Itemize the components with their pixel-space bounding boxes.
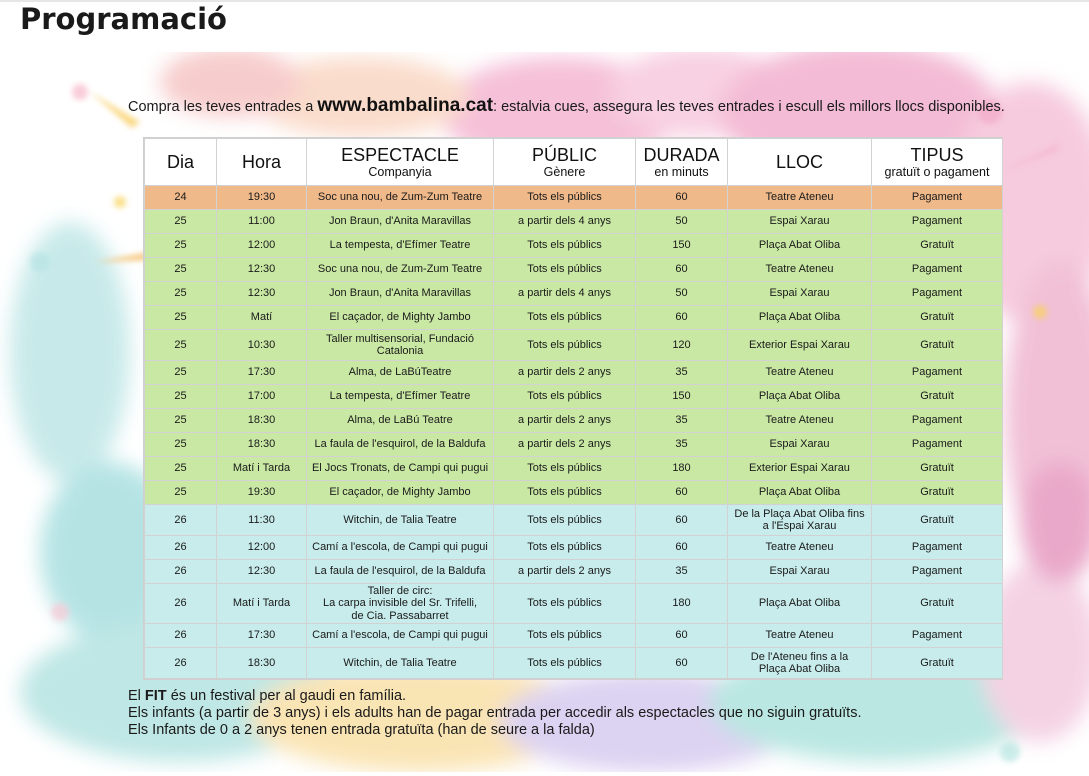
cell-dia: 25 (145, 282, 217, 306)
cell-durada: 150 (636, 234, 728, 258)
cell-durada: 60 (636, 624, 728, 648)
table-row (145, 536, 1003, 560)
cell-tipus: Gratuït (872, 648, 1003, 679)
cell-public: Tots els públics (494, 505, 636, 536)
cell-hora: 18:30 (217, 409, 307, 433)
cell-espectacle: Alma, de LaBúTeatre (307, 361, 494, 385)
table-row (145, 560, 1003, 584)
cell-public: Tots els públics (494, 306, 636, 330)
cell-lloc: Plaça Abat Oliba (728, 584, 872, 624)
cell-lloc: Plaça Abat Oliba (728, 234, 872, 258)
cell-durada: 60 (636, 306, 728, 330)
cell-dia: 25 (145, 330, 217, 361)
intro-text-after: : estalvia cues, assegura les teves entrades i escull els millors llocs disponibles. (493, 99, 1005, 115)
header-tipus (872, 139, 1003, 186)
cell-public: Tots els públics (494, 258, 636, 282)
cell-espectacle: Taller multisensorial, Fundació Catalonia (307, 330, 494, 361)
cell-espectacle: El caçador, de Mighty Jambo (307, 306, 494, 330)
cell-public: Tots els públics (494, 536, 636, 560)
schedule-table (144, 138, 1003, 679)
intro-text (128, 95, 1068, 117)
table-row (145, 457, 1003, 481)
cell-dia: 26 (145, 648, 217, 679)
cell-durada: 60 (636, 505, 728, 536)
cell-dia: 26 (145, 505, 217, 536)
cell-hora: Matí i Tarda (217, 457, 307, 481)
cell-durada: 120 (636, 330, 728, 361)
header-espectacle (307, 139, 494, 186)
cell-public: Tots els públics (494, 457, 636, 481)
note-line-3: Els Infants de 0 a 2 anys tenen entrada gratuïta (han de seure a la falda) (128, 722, 595, 738)
cell-hora: 12:30 (217, 258, 307, 282)
cell-dia: 25 (145, 433, 217, 457)
cell-tipus: Gratuït (872, 330, 1003, 361)
cell-dia: 25 (145, 361, 217, 385)
cell-dia: 26 (145, 584, 217, 624)
table-row (145, 258, 1003, 282)
cell-tipus: Gratuït (872, 306, 1003, 330)
table-row (145, 234, 1003, 258)
cell-tipus: Gratuït (872, 385, 1003, 409)
cell-durada: 60 (636, 258, 728, 282)
cell-hora: 19:30 (217, 481, 307, 505)
cell-hora: 12:30 (217, 282, 307, 306)
cell-lloc: Teatre Ateneu (728, 536, 872, 560)
cell-espectacle: Jon Braun, d'Anita Maravillas (307, 282, 494, 306)
cell-lloc: Espai Xarau (728, 433, 872, 457)
cell-tipus: Pagament (872, 560, 1003, 584)
cell-espectacle: Soc una nou, de Zum-Zum Teatre (307, 186, 494, 210)
table-row (145, 409, 1003, 433)
table-row (145, 210, 1003, 234)
cell-lloc: Espai Xarau (728, 560, 872, 584)
note-fit-label: FIT (144, 688, 167, 704)
cell-hora: 11:00 (217, 210, 307, 234)
table-row (145, 361, 1003, 385)
cell-public: Tots els públics (494, 584, 636, 624)
header-lloc-label: LLOC (775, 152, 824, 172)
cell-dia: 25 (145, 210, 217, 234)
cell-dia: 26 (145, 624, 217, 648)
cell-tipus: Pagament (872, 210, 1003, 234)
cell-public: Tots els públics (494, 330, 636, 361)
page-title: Programació (20, 2, 227, 36)
cell-durada: 35 (636, 361, 728, 385)
cell-tipus: Pagament (872, 409, 1003, 433)
cell-lloc: Plaça Abat Oliba (728, 306, 872, 330)
cell-dia: 26 (145, 560, 217, 584)
table-row (145, 584, 1003, 624)
cell-hora: 10:30 (217, 330, 307, 361)
note-line-1-after: és un festival per al gaudi en família. (166, 688, 407, 704)
cell-durada: 180 (636, 457, 728, 481)
header-hora-label: Hora (241, 152, 281, 172)
table-row (145, 624, 1003, 648)
cell-espectacle: Witchin, de Talia Teatre (307, 505, 494, 536)
table-row (145, 330, 1003, 361)
cell-hora: 18:30 (217, 648, 307, 679)
cell-hora: 17:30 (217, 361, 307, 385)
table-row (145, 505, 1003, 536)
cell-tipus: Pagament (872, 536, 1003, 560)
note-line-1-before: El (128, 688, 145, 704)
header-tipus-label: TIPUS (910, 145, 964, 165)
cell-tipus: Pagament (872, 282, 1003, 306)
cell-lloc: Teatre Ateneu (728, 186, 872, 210)
cell-durada: 180 (636, 584, 728, 624)
header-public-sub: Gènere (543, 165, 586, 179)
table-row (145, 282, 1003, 306)
header-espectacle-sub: Companyia (368, 165, 432, 179)
table-header-row (145, 139, 1003, 186)
cell-durada: 50 (636, 210, 728, 234)
cell-espectacle: Camí a l'escola, de Campi qui pugui (307, 536, 494, 560)
cell-hora: 17:00 (217, 385, 307, 409)
cell-espectacle: La faula de l'esquirol, de la Baldufa (307, 433, 494, 457)
table-row (145, 186, 1003, 210)
cell-tipus: Pagament (872, 624, 1003, 648)
cell-dia: 25 (145, 457, 217, 481)
intro-text-before: Compra les teves entrades a (128, 99, 318, 115)
cell-lloc: De l'Ateneu fins a la Plaça Abat Oliba (728, 648, 872, 679)
cell-tipus: Gratuït (872, 481, 1003, 505)
cell-lloc: Exterior Espai Xarau (728, 457, 872, 481)
table-row (145, 433, 1003, 457)
cell-public: a partir dels 2 anys (494, 409, 636, 433)
cell-espectacle: Witchin, de Talia Teatre (307, 648, 494, 679)
notes (128, 688, 1028, 739)
cell-durada: 50 (636, 282, 728, 306)
cell-durada: 35 (636, 560, 728, 584)
cell-public: a partir dels 2 anys (494, 361, 636, 385)
cell-durada: 35 (636, 409, 728, 433)
cell-public: Tots els públics (494, 234, 636, 258)
cell-public: a partir dels 4 anys (494, 210, 636, 234)
cell-hora: 12:00 (217, 234, 307, 258)
cell-dia: 25 (145, 409, 217, 433)
table-row (145, 481, 1003, 505)
header-dia-label: Dia (166, 152, 194, 172)
header-dia (145, 139, 217, 186)
header-durada-label: DURADA (643, 145, 720, 165)
cell-hora: 18:30 (217, 433, 307, 457)
cell-espectacle: La tempesta, d'Efímer Teatre (307, 385, 494, 409)
cell-espectacle: El caçador, de Mighty Jambo (307, 481, 494, 505)
website-link[interactable]: www.bambalina.cat (317, 95, 494, 116)
cell-dia: 25 (145, 481, 217, 505)
cell-espectacle: El Jocs Tronats, de Campi qui pugui (307, 457, 494, 481)
cell-dia: 25 (145, 234, 217, 258)
note-line-2: Els infants (a partir de 3 anys) i els adults han de pagar entrada per accedir als espectacles que no siguin gratuïts. (128, 705, 862, 721)
cell-tipus: Gratuït (872, 505, 1003, 536)
cell-public: Tots els públics (494, 624, 636, 648)
cell-hora: 11:30 (217, 505, 307, 536)
note-line-1 (128, 688, 1028, 705)
schedule-table-body (145, 186, 1003, 679)
cell-lloc: Espai Xarau (728, 210, 872, 234)
cell-hora: 12:00 (217, 536, 307, 560)
cell-public: Tots els públics (494, 186, 636, 210)
cell-lloc: Teatre Ateneu (728, 361, 872, 385)
cell-lloc: Teatre Ateneu (728, 624, 872, 648)
cell-public: Tots els públics (494, 481, 636, 505)
cell-espectacle: La tempesta, d'Efímer Teatre (307, 234, 494, 258)
table-row (145, 385, 1003, 409)
table-row (145, 648, 1003, 679)
cell-tipus: Pagament (872, 258, 1003, 282)
cell-tipus: Gratuït (872, 584, 1003, 624)
cell-lloc: Plaça Abat Oliba (728, 481, 872, 505)
cell-hora: 17:30 (217, 624, 307, 648)
header-public (494, 139, 636, 186)
cell-espectacle: Alma, de LaBú Teatre (307, 409, 494, 433)
cell-public: a partir dels 2 anys (494, 433, 636, 457)
cell-dia: 25 (145, 258, 217, 282)
header-public-label: PÚBLIC (531, 145, 598, 165)
cell-durada: 35 (636, 433, 728, 457)
cell-durada: 60 (636, 536, 728, 560)
cell-lloc: Espai Xarau (728, 282, 872, 306)
cell-dia: 24 (145, 186, 217, 210)
cell-espectacle: Taller de circ: La carpa invisible del Sr. Trifelli, de Cia. Passabarret (307, 584, 494, 624)
cell-durada: 60 (636, 186, 728, 210)
header-tipus-sub: gratuït o pagament (884, 165, 990, 179)
header-espectacle-label: ESPECTACLE (341, 145, 459, 165)
cell-dia: 26 (145, 536, 217, 560)
cell-tipus: Pagament (872, 433, 1003, 457)
cell-espectacle: La faula de l'esquirol, de la Baldufa (307, 560, 494, 584)
cell-dia: 25 (145, 306, 217, 330)
header-durada (636, 139, 728, 186)
cell-tipus: Gratuït (872, 457, 1003, 481)
header-durada-sub: en minuts (654, 165, 709, 179)
cell-dia: 25 (145, 385, 217, 409)
cell-espectacle: Soc una nou, de Zum-Zum Teatre (307, 258, 494, 282)
cell-durada: 60 (636, 648, 728, 679)
cell-hora: 12:30 (217, 560, 307, 584)
cell-lloc: Teatre Ateneu (728, 409, 872, 433)
cell-tipus: Pagament (872, 186, 1003, 210)
cell-public: Tots els públics (494, 648, 636, 679)
cell-hora: 19:30 (217, 186, 307, 210)
cell-lloc: Teatre Ateneu (728, 258, 872, 282)
cell-espectacle: Camí a l'escola, de Campi qui pugui (307, 624, 494, 648)
cell-public: a partir dels 4 anys (494, 282, 636, 306)
cell-public: Tots els públics (494, 385, 636, 409)
table-row (145, 306, 1003, 330)
cell-durada: 60 (636, 481, 728, 505)
cell-lloc: Plaça Abat Oliba (728, 385, 872, 409)
cell-lloc: Exterior Espai Xarau (728, 330, 872, 361)
cell-espectacle: Jon Braun, d'Anita Maravillas (307, 210, 494, 234)
cell-tipus: Pagament (872, 361, 1003, 385)
cell-durada: 150 (636, 385, 728, 409)
header-hora (217, 139, 307, 186)
cell-tipus: Gratuït (872, 234, 1003, 258)
cell-hora: Matí (217, 306, 307, 330)
cell-lloc: De la Plaça Abat Oliba fins a l'Espai Xarau (728, 505, 872, 536)
cell-hora: Matí i Tarda (217, 584, 307, 624)
cell-public: a partir dels 2 anys (494, 560, 636, 584)
schedule-table-container (143, 137, 1003, 680)
header-lloc (728, 139, 872, 186)
